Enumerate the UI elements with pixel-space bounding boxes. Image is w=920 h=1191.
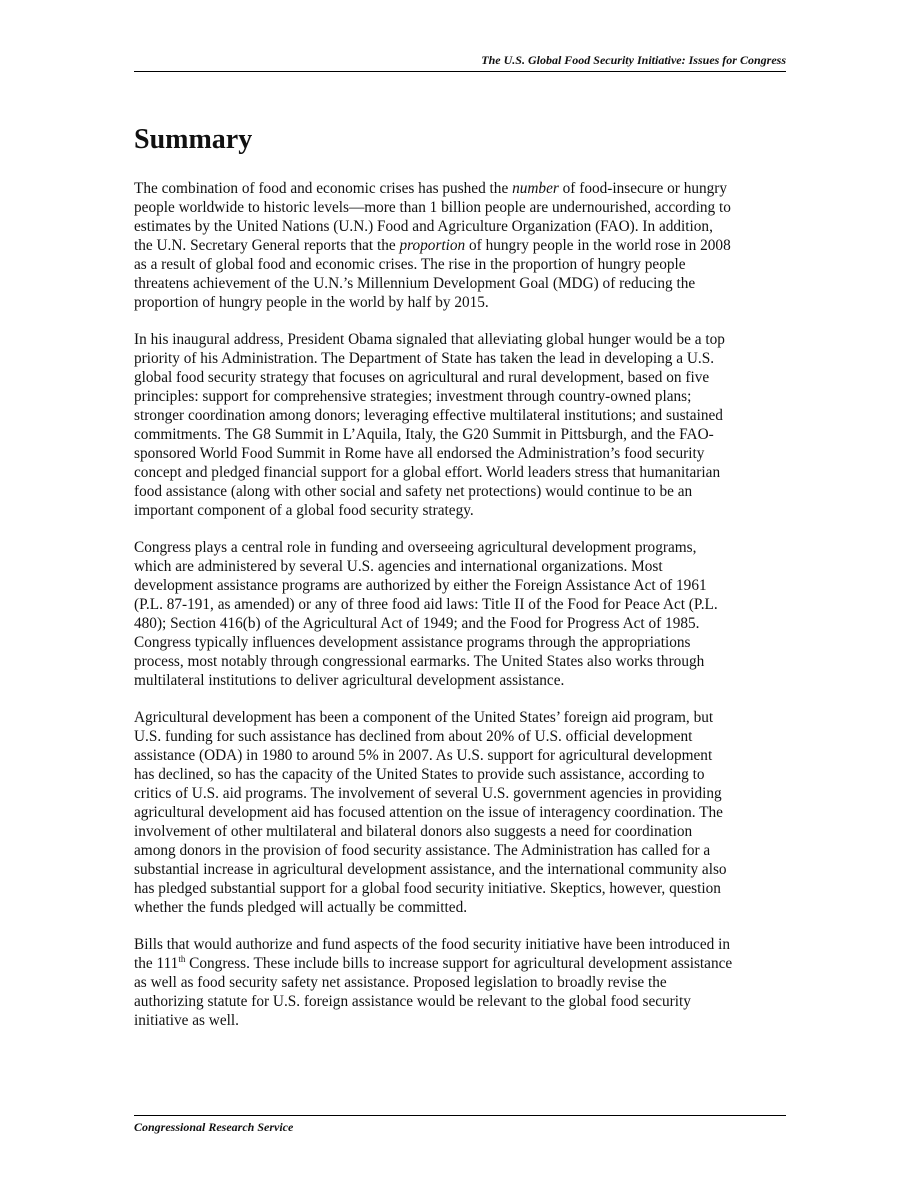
text-line (134, 822, 786, 841)
text-segment: development assistance programs are authorized by either the Foreign Assistance Act of 1961 (134, 577, 707, 594)
text-line (134, 860, 786, 879)
text-line (134, 727, 786, 746)
text-line (134, 935, 786, 954)
text-segment: as well as food security safety net assistance. Proposed legislation to broadly revise the (134, 974, 667, 991)
text-line (134, 387, 786, 406)
text-segment: Agricultural development has been a component of the United States’ foreign aid program, but (134, 709, 714, 726)
text-line (134, 708, 786, 727)
text-line (134, 274, 786, 293)
text-line (134, 803, 786, 822)
text-line (134, 841, 786, 860)
text-segment: initiative as well. (134, 1012, 239, 1029)
summary-paragraph (134, 708, 786, 917)
text-segment: agricultural development aid has focused attention on the issue of interagency coordination. The (134, 804, 723, 821)
emphasized-text: number (512, 180, 559, 197)
text-segment: The combination of food and economic crises has pushed the (134, 180, 513, 197)
text-line (134, 406, 786, 425)
summary-paragraph (134, 330, 786, 520)
text-segment: important component of a global food security strategy. (134, 502, 474, 519)
summary-paragraph (134, 935, 786, 1030)
text-line (134, 652, 786, 671)
text-segment: (P.L. 87-191, as amended) or any of three food aid laws: Title II of the Food for Peace Act (P.L. (134, 596, 718, 613)
ordinal-superscript: th (178, 953, 186, 964)
text-line (134, 236, 786, 255)
text-segment: Bills that would authorize and fund aspects of the food security initiative have been introduced in (134, 936, 730, 953)
text-segment: In his inaugural address, President Obama signaled that alleviating global hunger would be a top (134, 331, 725, 348)
text-line (134, 765, 786, 784)
text-segment: has pledged substantial support for a global food security initiative. Skeptics, however, question (134, 880, 721, 897)
text-segment: people worldwide to historic levels—more than 1 billion people are undernourished, according to (134, 199, 731, 216)
text-segment: U.S. funding for such assistance has declined from about 20% of U.S. official development (134, 728, 693, 745)
text-line (134, 463, 786, 482)
text-line (134, 368, 786, 387)
text-segment: has declined, so has the capacity of the United States to provide such assistance, according to (134, 766, 705, 783)
text-segment: the 111 (134, 955, 179, 972)
text-line (134, 255, 786, 274)
text-segment: commitments. The G8 Summit in L’Aquila, Italy, the G20 Summit in Pittsburgh, and the FAO- (134, 426, 714, 443)
text-line (134, 954, 786, 973)
header-divider (134, 71, 786, 72)
text-segment: food assistance (along with other social and safety net protections) would continue to be an (134, 483, 693, 500)
text-segment: proportion of hungry people in the world by half by 2015. (134, 294, 489, 311)
text-segment: 480); Section 416(b) of the Agricultural Act of 1949; and the Food for Progress Act of 1985. (134, 615, 700, 632)
text-line (134, 973, 786, 992)
text-segment: sponsored World Food Summit in Rome have all endorsed the Administration’s food security (134, 445, 705, 462)
text-segment: threatens achievement of the U.N.’s Millennium Development Goal (MDG) of reducing the (134, 275, 696, 292)
text-line (134, 349, 786, 368)
text-line (134, 198, 786, 217)
emphasized-text: proportion (399, 237, 466, 254)
text-segment: among donors in the provision of food security assistance. The Administration has called for a (134, 842, 711, 859)
text-segment: as a result of global food and economic crises. The rise in the proportion of hungry people (134, 256, 686, 273)
text-line (134, 671, 786, 690)
text-line (134, 595, 786, 614)
text-line (134, 898, 786, 917)
text-line (134, 293, 786, 312)
text-segment: substantial increase in agricultural development assistance, and the international community also (134, 861, 727, 878)
text-line (134, 557, 786, 576)
text-segment: multilateral institutions to deliver agricultural development assistance. (134, 672, 565, 689)
text-line (134, 1011, 786, 1030)
text-line (134, 217, 786, 236)
text-line (134, 425, 786, 444)
text-segment: involvement of other multilateral and bilateral donors also suggests a need for coordination (134, 823, 693, 840)
text-line (134, 784, 786, 803)
text-segment: concept and pledged financial support for a global effort. World leaders stress that humanitarian (134, 464, 721, 481)
text-segment: stronger coordination among donors; leveraging effective multilateral institutions; and sustained (134, 407, 723, 424)
text-line (134, 444, 786, 463)
summary-paragraph (134, 538, 786, 690)
running-header: The U.S. Global Food Security Initiative: Issues for Congress (481, 53, 786, 67)
text-segment: assistance (ODA) in 1980 to around 5% in 2007. As U.S. support for agricultural development (134, 747, 713, 764)
text-segment: estimates by the United Nations (U.N.) Food and Agriculture Organization (FAO). In addition, (134, 218, 713, 235)
text-line (134, 501, 786, 520)
text-line (134, 614, 786, 633)
text-segment: critics of U.S. aid programs. The involvement of several U.S. government agencies in providing (134, 785, 722, 802)
summary-body (134, 179, 786, 1048)
text-line (134, 179, 786, 198)
text-line (134, 633, 786, 652)
text-segment: Congress typically influences development assistance programs through the appropriations (134, 634, 691, 651)
text-segment: global food security strategy that focuses on agricultural and rural development, based on five (134, 369, 710, 386)
text-line (134, 746, 786, 765)
text-line (134, 482, 786, 501)
text-segment: whether the funds pledged will actually be committed. (134, 899, 468, 916)
text-segment: Congress. These include bills to increase support for agricultural development assistance (185, 955, 733, 972)
text-segment: which are administered by several U.S. agencies and international organizations. Most (134, 558, 663, 575)
text-segment: Congress plays a central role in funding and overseeing agricultural development programs, (134, 539, 697, 556)
text-line (134, 576, 786, 595)
summary-paragraph (134, 179, 786, 312)
text-segment: of hungry people in the world rose in 2008 (465, 237, 731, 254)
text-segment: of food-insecure or hungry (558, 180, 728, 197)
footer-divider (134, 1115, 786, 1116)
text-line (134, 330, 786, 349)
text-line (134, 992, 786, 1011)
running-footer: Congressional Research Service (134, 1120, 294, 1134)
text-segment: authorizing statute for U.S. foreign assistance would be relevant to the global food security (134, 993, 691, 1010)
section-title: Summary (134, 124, 253, 155)
text-segment: priority of his Administration. The Department of State has taken the lead in developing a U.S. (134, 350, 715, 367)
text-segment: the U.N. Secretary General reports that the (134, 237, 400, 254)
text-segment: process, most notably through congressional earmarks. The United States also works through (134, 653, 705, 670)
text-segment: principles: support for comprehensive strategies; investment through country-owned plans; (134, 388, 692, 405)
text-line (134, 538, 786, 557)
text-line (134, 879, 786, 898)
